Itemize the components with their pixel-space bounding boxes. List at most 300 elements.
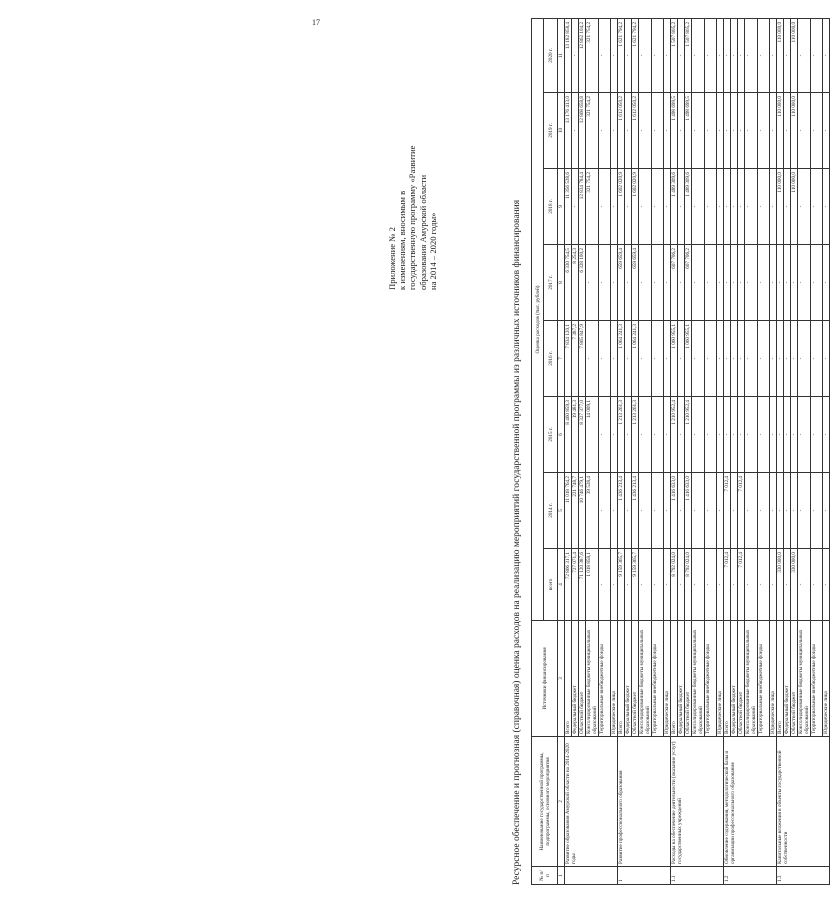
program-name: Обновление содержания, методологической базы и организации профессионального образования [724,737,777,867]
funding-source: Федеральный бюджет [625,621,632,737]
amount-cell: - [717,18,724,92]
amount-cell: - [731,18,738,92]
amount-cell: - [692,473,705,549]
amount-cell: 1 416 633,0 [671,473,678,549]
amount-cell: 7 012,4 [724,473,731,549]
amount-cell: 12 862 104,2 [579,18,586,92]
amount-cell: 607 706,2 [685,245,692,321]
amount-cell: - [791,321,798,397]
amount-cell: - [611,549,618,621]
amount-cell: - [791,473,798,549]
amount-cell: - [770,245,777,321]
amount-cell: - [770,169,777,245]
amount-cell: 1 018 858,1 [586,549,599,621]
amount-cell: - [586,321,599,397]
amount-cell: - [811,473,823,549]
amount-cell: 1 436 213,4 [632,473,639,549]
funding-source: Консолидированные бюджеты муниципальных образований [586,621,599,737]
amount-cell: - [811,245,823,321]
column-index-cell: 4 [558,549,565,621]
table-row [777,18,784,884]
amount-cell: 1 060 955,1 [685,321,692,397]
amount-cell: - [611,321,618,397]
funding-source: Федеральный бюджет [784,621,791,737]
amount-cell: - [798,18,811,92]
column-index-cell: 9 [558,169,565,245]
amount-cell: - [777,321,784,397]
funding-source: Юридические лица [664,621,671,737]
amount-cell: - [731,473,738,549]
amount-cell: 1 436 213,4 [618,473,625,549]
amount-cell: - [599,169,611,245]
amount-cell: 9 159 365,7 [618,549,625,621]
amount-cell: 1 210 952,4 [671,397,678,473]
amount-cell: - [823,245,830,321]
amount-cell: 1 064 241,3 [618,321,625,397]
row-number: 1 [618,867,671,885]
amount-cell: 7 387,2 [572,321,579,397]
amount-cell: 7 012,4 [738,473,745,549]
amount-cell: 8 792 024,0 [685,549,692,621]
amount-cell: - [770,473,777,549]
amount-cell: - [652,473,664,549]
header-year: 2018 г. [544,169,558,245]
amount-cell: - [823,93,830,169]
row-number: 1.3 [777,867,830,885]
amount-cell: 1 213 261,3 [618,397,625,473]
amount-cell: - [731,321,738,397]
column-index-cell: 3 [558,621,565,737]
amount-cell: - [625,18,632,92]
amount-cell: - [791,245,798,321]
amount-cell: 1 064 241,3 [632,321,639,397]
amount-cell: - [664,473,671,549]
amount-cell: - [758,397,770,473]
header-year: 2014 г. [544,473,558,549]
amount-cell: - [717,245,724,321]
amount-cell: 1 498 699,5 [685,93,692,169]
amount-cell: - [717,93,724,169]
column-index-cell: 5 [558,473,565,549]
amount-cell: - [692,321,705,397]
appendix-line: образования Амурской области [417,174,428,290]
amount-cell: 1 602 020,9 [632,169,639,245]
amount-cell: - [770,321,777,397]
amount-cell: 330 000,0 [777,549,784,621]
amount-cell: - [731,549,738,621]
amount-cell: 1 489 309,6 [685,169,692,245]
amount-cell: - [599,93,611,169]
amount-cell: - [784,321,791,397]
amount-cell: - [664,397,671,473]
amount-cell: - [724,397,731,473]
amount-cell: - [758,169,770,245]
amount-cell: - [652,93,664,169]
amount-cell: 8 254,3 [572,245,579,321]
amount-cell: - [599,549,611,621]
amount-cell: - [784,169,791,245]
funding-source: Юридические лица [770,621,777,737]
amount-cell: - [664,169,671,245]
amount-cell: 14 009,1 [586,397,599,473]
amount-cell: - [823,169,830,245]
amount-cell: - [652,245,664,321]
amount-cell: - [705,397,717,473]
amount-cell: 110 000,0 [777,93,784,169]
amount-cell: - [724,18,731,92]
funding-source: Территориальные внебюджетные фонды [652,621,664,737]
funding-source: Областной бюджет [685,621,692,737]
amount-cell: - [639,18,652,92]
funding-source: Территориальные внебюджетные фонды [758,621,770,737]
amount-cell: - [625,549,632,621]
amount-cell: 39 538,4 [586,473,599,549]
column-index-cell: 1 [558,867,565,885]
amount-cell: - [811,549,823,621]
amount-cell: - [811,321,823,397]
amount-cell: - [784,397,791,473]
amount-cell: - [738,397,745,473]
program-name: Развитие профессионального образования [618,737,671,867]
amount-cell: - [652,321,664,397]
amount-cell: 7 865 847,9 [579,321,586,397]
funding-source: Юридические лица [823,621,830,737]
amount-cell: - [639,397,652,473]
amount-cell: - [652,549,664,621]
amount-cell: - [798,93,811,169]
amount-cell: 1 507 805,2 [671,18,678,92]
column-index-cell: 2 [558,737,565,867]
amount-cell: - [692,397,705,473]
amount-cell: - [745,18,758,92]
funding-source: Всего [724,621,731,737]
amount-cell: - [738,169,745,245]
amount-cell: - [599,473,611,549]
amount-cell: 13 182 858,4 [565,18,572,92]
row-number [565,867,618,885]
amount-cell: - [745,93,758,169]
funding-source: Всего [565,621,572,737]
amount-cell: 1 060 955,1 [671,321,678,397]
amount-cell: - [705,549,717,621]
amount-cell: - [611,397,618,473]
amount-cell: 110 000,0 [777,169,784,245]
amount-cell: - [770,549,777,621]
amount-cell: 11 018 764,2 [565,473,572,549]
amount-cell: - [639,169,652,245]
amount-cell: 8 327 377,0 [579,397,586,473]
header-source: Источники финансирования [532,621,558,737]
amount-cell: - [731,397,738,473]
amount-cell: - [717,397,724,473]
amount-cell: 1 612 050,2 [618,93,625,169]
amount-cell: - [611,93,618,169]
amount-cell: - [770,18,777,92]
amount-cell: 1 621 794,2 [632,18,639,92]
table-row [618,18,625,884]
amount-cell: - [811,397,823,473]
amount-cell: - [784,473,791,549]
amount-cell: - [758,549,770,621]
amount-cell: - [692,549,705,621]
amount-cell: - [705,245,717,321]
amount-cell: - [611,245,618,321]
amount-cell: - [717,473,724,549]
amount-cell: - [724,321,731,397]
amount-cell: - [777,397,784,473]
amount-cell: 659 659,4 [618,245,625,321]
row-number: 1.2 [724,867,777,885]
amount-cell: - [784,549,791,621]
header-year: 2016 г. [544,321,558,397]
funding-source: Консолидированные бюджеты муниципальных образований [745,621,758,737]
amount-cell: - [599,18,611,92]
amount-cell: 321 754,2 [586,18,599,92]
amount-cell: 7 012,4 [738,549,745,621]
page-number: 17 [312,18,320,27]
amount-cell: - [823,549,830,621]
amount-cell: 321 754,2 [586,169,599,245]
header-num: № п/п [532,867,558,885]
funding-source: Консолидированные бюджеты муниципальных образований [798,621,811,737]
amount-cell: 607 706,2 [671,245,678,321]
amount-cell: - [777,245,784,321]
amount-cell: - [798,245,811,321]
column-index-cell: 7 [558,321,565,397]
amount-cell: - [664,18,671,92]
amount-cell: - [586,245,599,321]
amount-cell: - [823,321,830,397]
amount-cell: - [692,169,705,245]
amount-cell: - [625,473,632,549]
amount-cell: 1 507 805,2 [685,18,692,92]
amount-cell: - [784,93,791,169]
amount-cell: 8 792 024,0 [671,549,678,621]
appendix-line: к изменениям, вносимым в [397,190,408,290]
amount-cell: 321 754,2 [586,93,599,169]
program-name: Расходы на обеспечение деятельности (оказание услуг) государственных учреждений [671,737,724,867]
amount-cell: - [758,473,770,549]
amount-cell: 110 000,0 [791,93,798,169]
amount-cell: 6 328 100,2 [579,245,586,321]
amount-cell: - [705,321,717,397]
amount-cell: - [664,245,671,321]
amount-cell: - [678,549,685,621]
header-name: Наименование государственной программы, подпрограммы, основного мероприятия [532,737,558,867]
amount-cell: 110 000,0 [791,169,798,245]
amount-cell: - [611,473,618,549]
amount-cell: - [678,397,685,473]
table-row [565,18,572,884]
funding-source: Областной бюджет [791,621,798,737]
amount-cell: - [770,93,777,169]
amount-cell: - [599,397,611,473]
amount-cell: 6 330 754,5 [565,245,572,321]
amount-cell: - [705,18,717,92]
amount-cell: 1 210 952,4 [685,397,692,473]
column-index-cell: 8 [558,245,565,321]
amount-cell: - [678,245,685,321]
amount-cell: - [823,18,830,92]
funding-source: Всего [618,621,625,737]
amount-cell: - [625,169,632,245]
amount-cell: 7 834 120,1 [565,321,572,397]
amount-cell: - [811,93,823,169]
amount-cell: - [664,93,671,169]
amount-cell: - [678,321,685,397]
amount-cell: - [791,397,798,473]
amount-cell: - [639,321,652,397]
amount-cell: 12 834 784,4 [579,169,586,245]
column-index-cell: 6 [558,397,565,473]
amount-cell: - [798,321,811,397]
amount-cell: - [664,549,671,621]
amount-cell: 9 159 365,7 [632,549,639,621]
amount-cell: - [639,93,652,169]
amount-cell: - [758,18,770,92]
amount-cell: - [652,169,664,245]
amount-cell: - [678,473,685,549]
header-year: 2019 г. [544,93,558,169]
funding-source: Федеральный бюджет [572,621,579,737]
funding-source: Областной бюджет [632,621,639,737]
amount-cell: - [678,169,685,245]
funding-source: Всего [777,621,784,737]
amount-cell: 1 612 050,2 [632,93,639,169]
amount-cell: 19 481,3 [572,397,579,473]
amount-cell: - [599,245,611,321]
amount-cell: - [798,397,811,473]
amount-cell: - [717,321,724,397]
appendix-note [387,30,438,290]
amount-cell: - [652,18,664,92]
funding-source: Консолидированные бюджеты муниципальных образований [692,621,705,737]
amount-cell: - [724,93,731,169]
amount-cell: - [811,18,823,92]
amount-cell: - [611,18,618,92]
amount-cell: - [738,245,745,321]
amount-cell: 10 746 479,1 [579,473,586,549]
amount-cell: - [652,397,664,473]
amount-cell: - [639,549,652,621]
amount-cell: - [731,169,738,245]
amount-cell: - [572,169,579,245]
amount-cell: 11 356 538,6 [565,169,572,245]
amount-cell: - [572,18,579,92]
amount-cell: 110 000,0 [777,18,784,92]
amount-cell: - [798,549,811,621]
amount-cell: 1 416 633,0 [685,473,692,549]
amount-cell: - [625,397,632,473]
amount-cell: - [625,93,632,169]
amount-cell: 12 868 658,8 [579,93,586,169]
header-year: 2015 г. [544,397,558,473]
amount-cell: 1 602 020,9 [618,169,625,245]
amount-cell: - [738,321,745,397]
table-row [724,18,731,884]
amount-cell: - [572,93,579,169]
amount-cell: - [784,245,791,321]
funding-source: Территориальные внебюджетные фонды [811,621,823,737]
amount-cell: 727 071,4 [572,549,579,621]
amount-cell: - [639,245,652,321]
funding-source: Областной бюджет [738,621,745,737]
funding-source: Территориальные внебюджетные фонды [705,621,717,737]
amount-cell: - [770,397,777,473]
amount-cell: - [664,321,671,397]
amount-cell: 72 866 317,1 [565,549,572,621]
funding-source: Юридические лица [717,621,724,737]
amount-cell: - [798,473,811,549]
table-row [671,18,678,884]
appendix-line: государственную программу «Развитие [407,145,418,290]
header-year: 2017 г. [544,245,558,321]
appendix-line: на 2014 – 2020 годы» [427,212,438,290]
column-index-row [558,18,565,884]
amount-cell: 1 621 794,2 [618,18,625,92]
amount-cell: - [758,245,770,321]
amount-cell: - [717,169,724,245]
amount-cell: 13 176 413,0 [565,93,572,169]
amount-cell: - [758,321,770,397]
amount-cell: - [758,93,770,169]
amount-cell: - [731,245,738,321]
amount-cell: - [717,549,724,621]
amount-cell: - [738,93,745,169]
amount-cell: - [678,18,685,92]
document-title: Ресурсное обеспечение и прогнозная (справочная) оценка расходов на реализацию мероприятий государственной программы из различных источников финансирования [512,199,522,885]
amount-cell: 8 460 859,3 [565,397,572,473]
amount-cell: 659 659,4 [632,245,639,321]
amount-cell: - [784,18,791,92]
amount-cell: - [731,93,738,169]
amount-cell: - [777,473,784,549]
funding-source: Всего [671,621,678,737]
amount-cell: - [798,169,811,245]
amount-cell: 1 498 699,5 [671,93,678,169]
amount-cell: - [692,245,705,321]
amount-cell: - [745,549,758,621]
program-name: Развитие образования Амурской области на 2014-2020 годы [565,737,618,867]
amount-cell: - [692,93,705,169]
amount-cell: - [724,245,731,321]
column-index-cell: 11 [558,18,565,92]
amount-cell: 1 489 309,6 [671,169,678,245]
amount-cell: - [738,18,745,92]
amount-cell: - [678,93,685,169]
amount-cell: 110 000,0 [791,18,798,92]
amount-cell: - [745,397,758,473]
amount-cell: - [745,245,758,321]
amount-cell: 221 748,7 [572,473,579,549]
amount-cell: - [639,473,652,549]
amount-cell: - [692,18,705,92]
amount-cell: 7 012,4 [724,549,731,621]
appendix-line: Приложение № 2 [387,227,397,290]
funding-source: Областной бюджет [579,621,586,737]
header-year: 2020 г. [544,18,558,92]
amount-cell: 1 213 261,3 [632,397,639,473]
funding-source: Федеральный бюджет [678,621,685,737]
amount-cell: - [625,321,632,397]
amount-cell: - [705,169,717,245]
amount-cell: - [745,169,758,245]
amount-cell: 71 120 387,6 [579,549,586,621]
header-total: всего [544,549,558,621]
amount-cell: - [745,473,758,549]
amount-cell: - [811,169,823,245]
funding-source: Федеральный бюджет [731,621,738,737]
